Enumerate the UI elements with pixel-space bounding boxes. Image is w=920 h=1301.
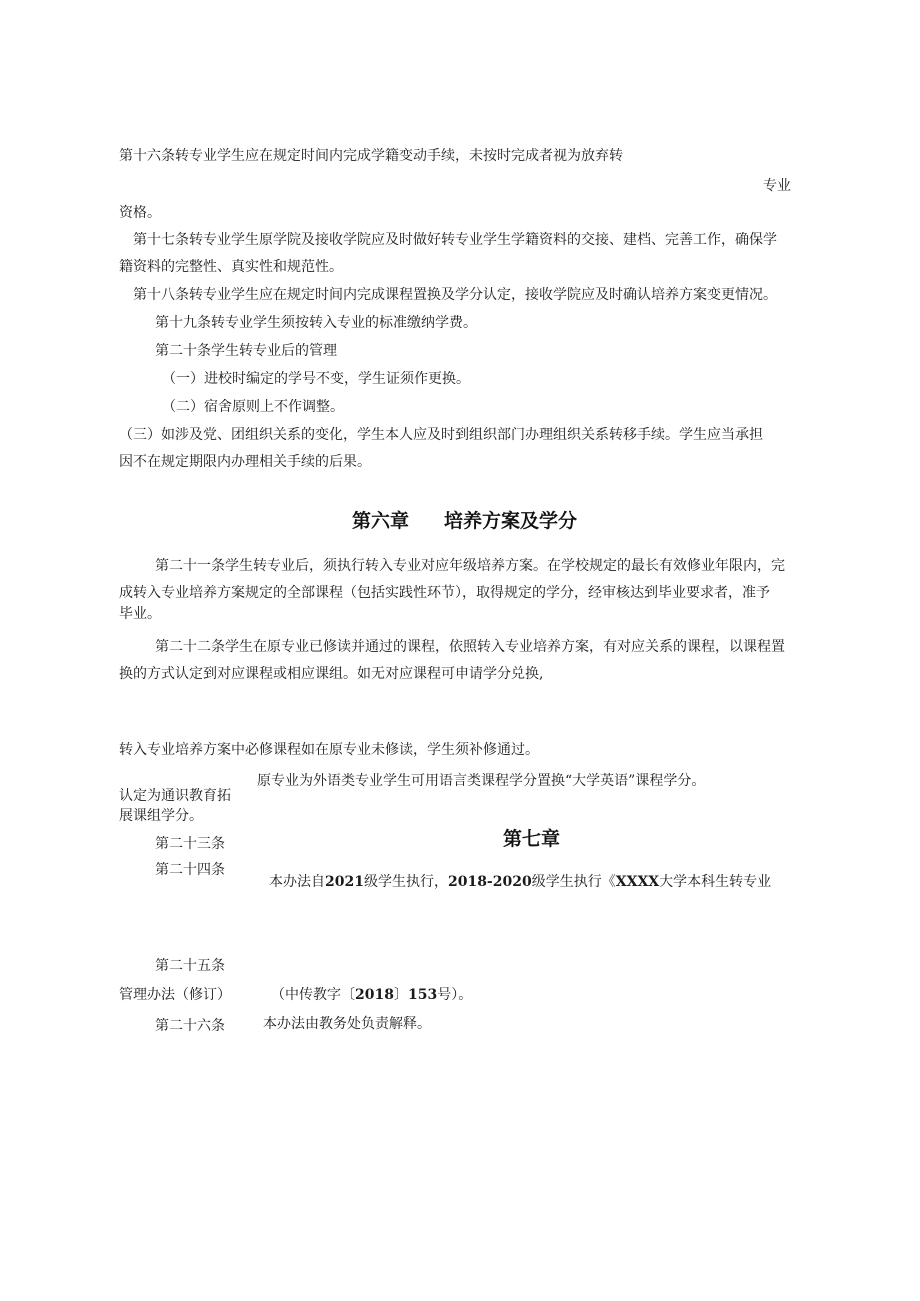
article-24-university-name: XXXX bbox=[615, 874, 660, 890]
article-17-line-2: 籍资料的完整性、真实性和规范性。 bbox=[119, 259, 343, 275]
article-20: 第二十条学生转专业后的管理 bbox=[155, 343, 337, 359]
article-21-line-1: 第二十一条学生转专业后，须执行转入专业对应年级培养方案。在学校规定的最长有效修业年限内，完 bbox=[155, 558, 785, 574]
article-23-label: 第二十三条 bbox=[155, 836, 225, 852]
chapter-7-number: 第七章 bbox=[503, 828, 561, 850]
article-26-label: 第二十六条 bbox=[155, 1018, 225, 1034]
article-24-text-1: 本办法自 bbox=[269, 874, 325, 890]
article-22-line-1: 第二十二条学生在原专业已修读并通过的课程，依照转入专业培养方案，有对应关系的课程，以课程置 bbox=[155, 639, 785, 655]
article-24-text-3: 级学生执行《 bbox=[531, 874, 616, 890]
article-22-line-3: 转入专业培养方案中必修课程如在原专业未修读，学生须补修通过。 bbox=[119, 742, 539, 758]
chapter-6-number: 第六章 bbox=[352, 510, 410, 532]
article-25-number: 153 bbox=[407, 987, 438, 1003]
article-21-line-2: 成转入专业培养方案规定的全部课程（包括实践性环节），取得规定的学分，经审核达到毕业要求者，准予 bbox=[119, 585, 770, 601]
article-25-text-2: 〕 bbox=[393, 987, 408, 1003]
article-16-line-1: 第十六条转专业学生应在规定时间内完成学籍变动手续，未按时完成者视为放弃转 bbox=[119, 148, 623, 164]
article-20-item-1: （一）进校时编定的学号不变，学生证须作更换。 bbox=[162, 371, 470, 387]
article-24-text-2: 级学生执行， bbox=[363, 874, 448, 890]
article-25-year: 2018 bbox=[355, 987, 394, 1003]
article-25-line-right bbox=[271, 985, 472, 1005]
article-22-side-1: 认定为通识教育拓 bbox=[119, 788, 231, 804]
article-24-years-2018-2020: 2018-2020 bbox=[447, 874, 532, 890]
article-22-line-2: 换的方式认定到对应课程或相应课组。如无对应课程可申请学分兑换, bbox=[119, 666, 544, 682]
article-16-tail: 专业 bbox=[763, 178, 791, 194]
article-26-text: 本办法由教务处负责解释。 bbox=[263, 1016, 431, 1032]
article-25-text-1: （中传教字〔 bbox=[271, 987, 355, 1003]
chapter-6-title: 培养方案及学分 bbox=[444, 510, 578, 532]
article-16-line-2: 资格。 bbox=[119, 205, 161, 221]
article-25-text-3: 号）。 bbox=[437, 987, 473, 1003]
article-25-line-left: 管理办法（修订） bbox=[119, 987, 231, 1003]
article-21-line-3: 毕业。 bbox=[119, 606, 161, 622]
article-19: 第十九条转专业学生须按转入专业的标准缴纳学费。 bbox=[155, 315, 477, 331]
article-22-side-2: 展课组学分。 bbox=[119, 808, 203, 824]
article-18: 第十八条转专业学生应在规定时间内完成课程置换及学分认定，接收学院应及时确认培养方案变更情况。 bbox=[133, 287, 777, 303]
article-24-text bbox=[269, 872, 771, 892]
article-25-label: 第二十五条 bbox=[155, 958, 225, 974]
article-20-item-3-line-1: （三）如涉及党、团组织关系的变化，学生本人应及时到组织部门办理组织关系转移手续。学生应当承担 bbox=[119, 427, 763, 443]
article-20-item-3-line-2: 因不在规定期限内办理相关手续的后果。 bbox=[119, 454, 371, 470]
article-24-text-4: 大学本科生转专业 bbox=[659, 874, 772, 890]
article-20-item-2: （二）宿舍原则上不作调整。 bbox=[162, 399, 344, 415]
article-22-line-4: 原专业为外语类专业学生可用语言类课程学分置换“大学英语”课程学分。 bbox=[257, 773, 706, 789]
article-24-label: 第二十四条 bbox=[155, 862, 225, 878]
article-24-year-2021: 2021 bbox=[325, 874, 364, 890]
article-17-line-1: 第十七条转专业学生原学院及接收学院应及时做好转专业学生学籍资料的交接、建档、完善工作，确保学 bbox=[133, 232, 777, 248]
